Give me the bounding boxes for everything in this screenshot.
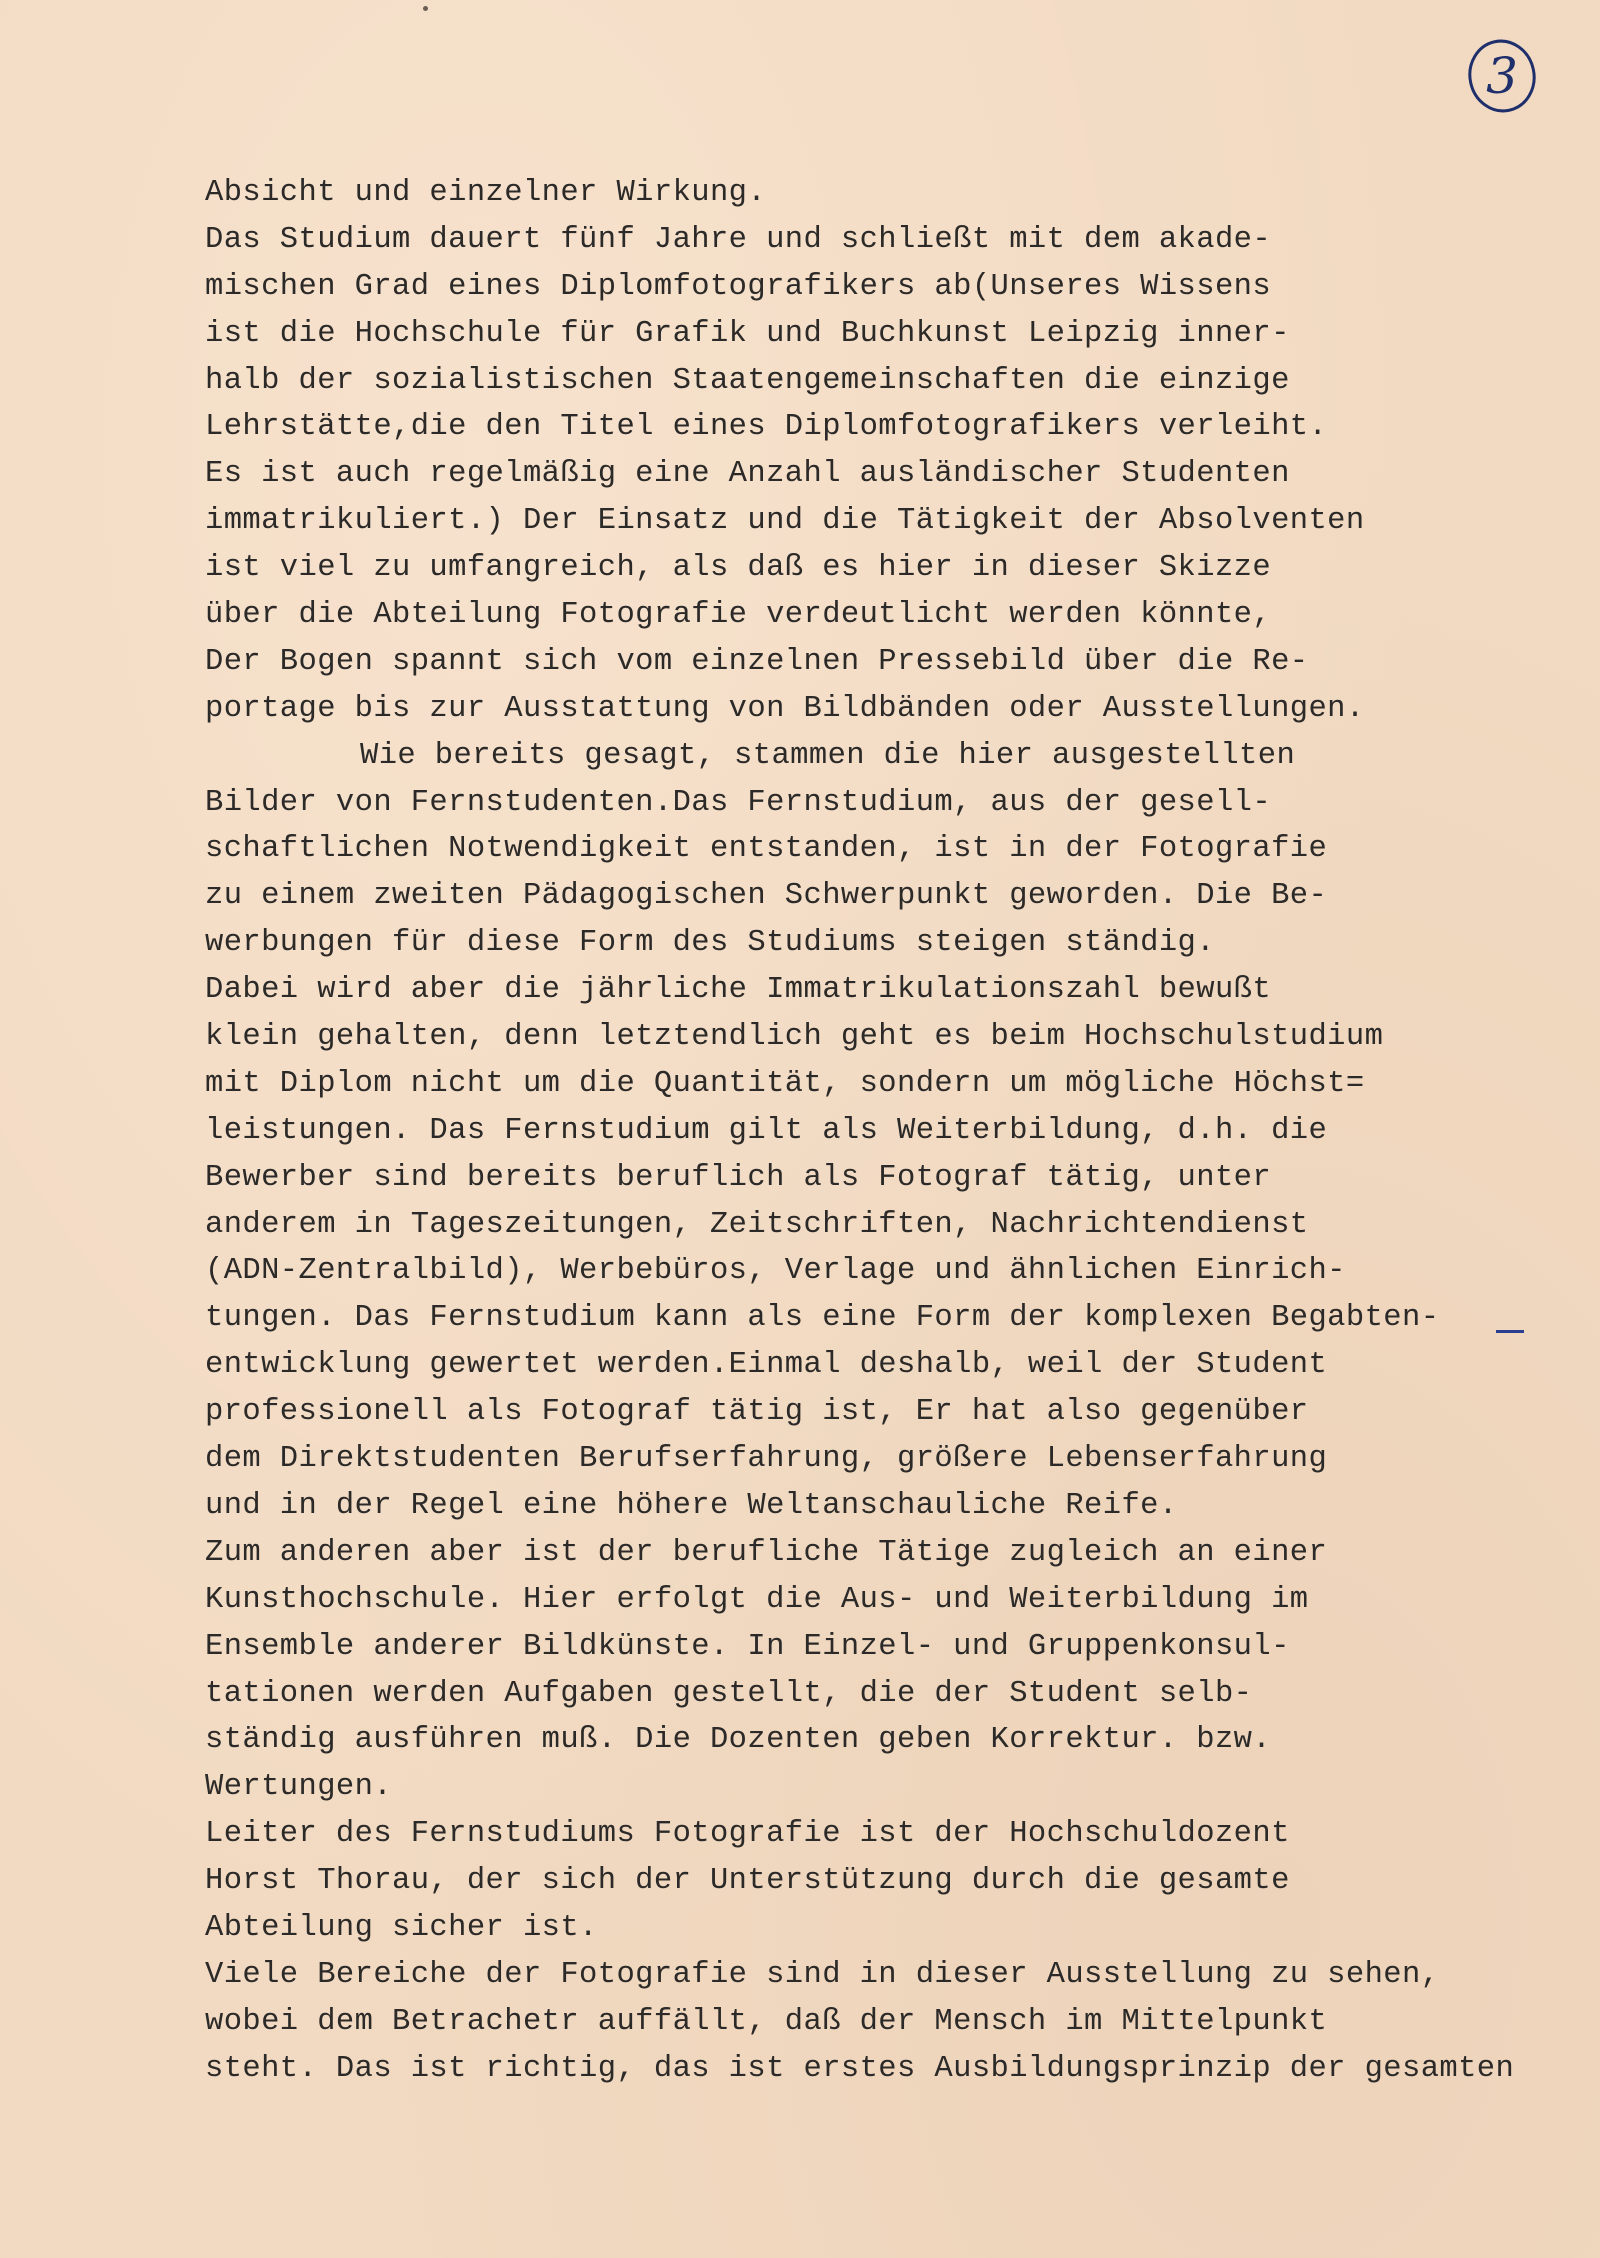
text-line: dem Direktstudenten Berufserfahrung, größere Lebenserfahrung (205, 1442, 1328, 1477)
text-line: zu einem zweiten Pädagogischen Schwerpunkt geworden. Die Be- (205, 879, 1328, 914)
text-line: Dabei wird aber die jährliche Immatrikulationszahl bewußt (205, 973, 1272, 1008)
text-line: steht. Das ist richtig, das ist erstes Ausbildungsprinzip der gesamten (205, 2051, 1515, 2086)
text-line: werbungen für diese Form des Studiums steigen ständig. (205, 926, 1215, 961)
text-line: Horst Thorau, der sich der Unterstützung durch die gesamte (205, 1864, 1290, 1899)
page-number: 3 (1486, 47, 1518, 105)
text-line: Abteilung sicher ist. (205, 1910, 598, 1945)
text-line: wobei dem Betrachetr auffällt, daß der Mensch im Mittelpunkt (205, 2004, 1328, 2039)
page-number-circled (1462, 36, 1542, 116)
text-line: halb der sozialistischen Staatengemeinschaften die einzige (205, 363, 1290, 398)
text-line: mit Diplom nicht um die Quantität, sondern um mögliche Höchst= (205, 1066, 1365, 1101)
text-line: Viele Bereiche der Fotografie sind in dieser Ausstellung zu sehen, (205, 1957, 1440, 1992)
text-line: Zum anderen aber ist der berufliche Tätige zugleich an einer (205, 1535, 1328, 1570)
text-line: Leiter des Fernstudiums Fotografie ist der Hochschuldozent (205, 1817, 1290, 1852)
text-line: professionell als Fotograf tätig ist, Er hat also gegenüber (205, 1395, 1309, 1430)
text-line: klein gehalten, denn letztendlich geht es beim Hochschulstudium (205, 1020, 1384, 1055)
text-line: ist viel zu umfangreich, als daß es hier in dieser Skizze (205, 551, 1272, 586)
text-line: schaftlichen Notwendigkeit entstanden, ist in der Fotografie (205, 832, 1328, 867)
text-line: Absicht und einzelner Wirkung. (205, 176, 767, 210)
typescript-body (205, 170, 1595, 2093)
text-line: Wertungen. (205, 1770, 393, 1805)
text-line: tungen. Das Fernstudium kann als eine Form der komplexen Begabten- (205, 1301, 1440, 1336)
text-line: immatrikuliert.) Der Einsatz und die Tätigkeit der Absolventen (205, 504, 1365, 539)
paper-speck (423, 6, 428, 11)
text-line: entwicklung gewertet werden.Einmal deshalb, weil der Student (205, 1348, 1328, 1383)
text-line: ist die Hochschule für Grafik und Buchkunst Leipzig inner- (205, 316, 1290, 351)
text-line: über die Abteilung Fotografie verdeutlicht werden könnte, (205, 598, 1272, 633)
text-line: Wie bereits gesagt, stammen die hier ausgestellten (360, 738, 1296, 773)
text-line: (ADN-Zentralbild), Werbebüros, Verlage und ähnlichen Einrich- (205, 1254, 1346, 1289)
text-line: und in der Regel eine höhere Weltanschauliche Reife. (205, 1488, 1178, 1523)
text-line: Es ist auch regelmäßig eine Anzahl ausländischer Studenten (205, 457, 1290, 492)
text-line: Lehrstätte,die den Titel eines Diplomfotografikers verleiht. (205, 410, 1328, 445)
text-line: Das Studium dauert fünf Jahre und schließt mit dem akade- (205, 222, 1272, 257)
text-line: mischen Grad eines Diplomfotografikers ab(Unseres Wissens (205, 269, 1272, 304)
text-line: leistungen. Das Fernstudium gilt als Weiterbildung, d.h. die (205, 1113, 1328, 1148)
text-line: portage bis zur Ausstattung von Bildbänden oder Ausstellungen. (205, 691, 1365, 726)
text-line: Der Bogen spannt sich vom einzelnen Pressebild über die Re- (205, 644, 1309, 679)
text-line: tationen werden Aufgaben gestellt, die der Student selb- (205, 1676, 1253, 1711)
text-line: Bilder von Fernstudenten.Das Fernstudium, aus der gesell- (205, 785, 1272, 820)
text-line: Kunsthochschule. Hier erfolgt die Aus- und Weiterbildung im (205, 1582, 1309, 1617)
text-line: ständig ausführen muß. Die Dozenten geben Korrektur. bzw. (205, 1723, 1272, 1758)
text-line: Ensemble anderer Bildkünste. In Einzel- und Gruppenkonsul- (205, 1629, 1290, 1664)
text-line: anderem in Tageszeitungen, Zeitschriften, Nachrichtendienst (205, 1207, 1309, 1242)
text-line: Bewerber sind bereits beruflich als Fotograf tätig, unter (205, 1160, 1272, 1195)
